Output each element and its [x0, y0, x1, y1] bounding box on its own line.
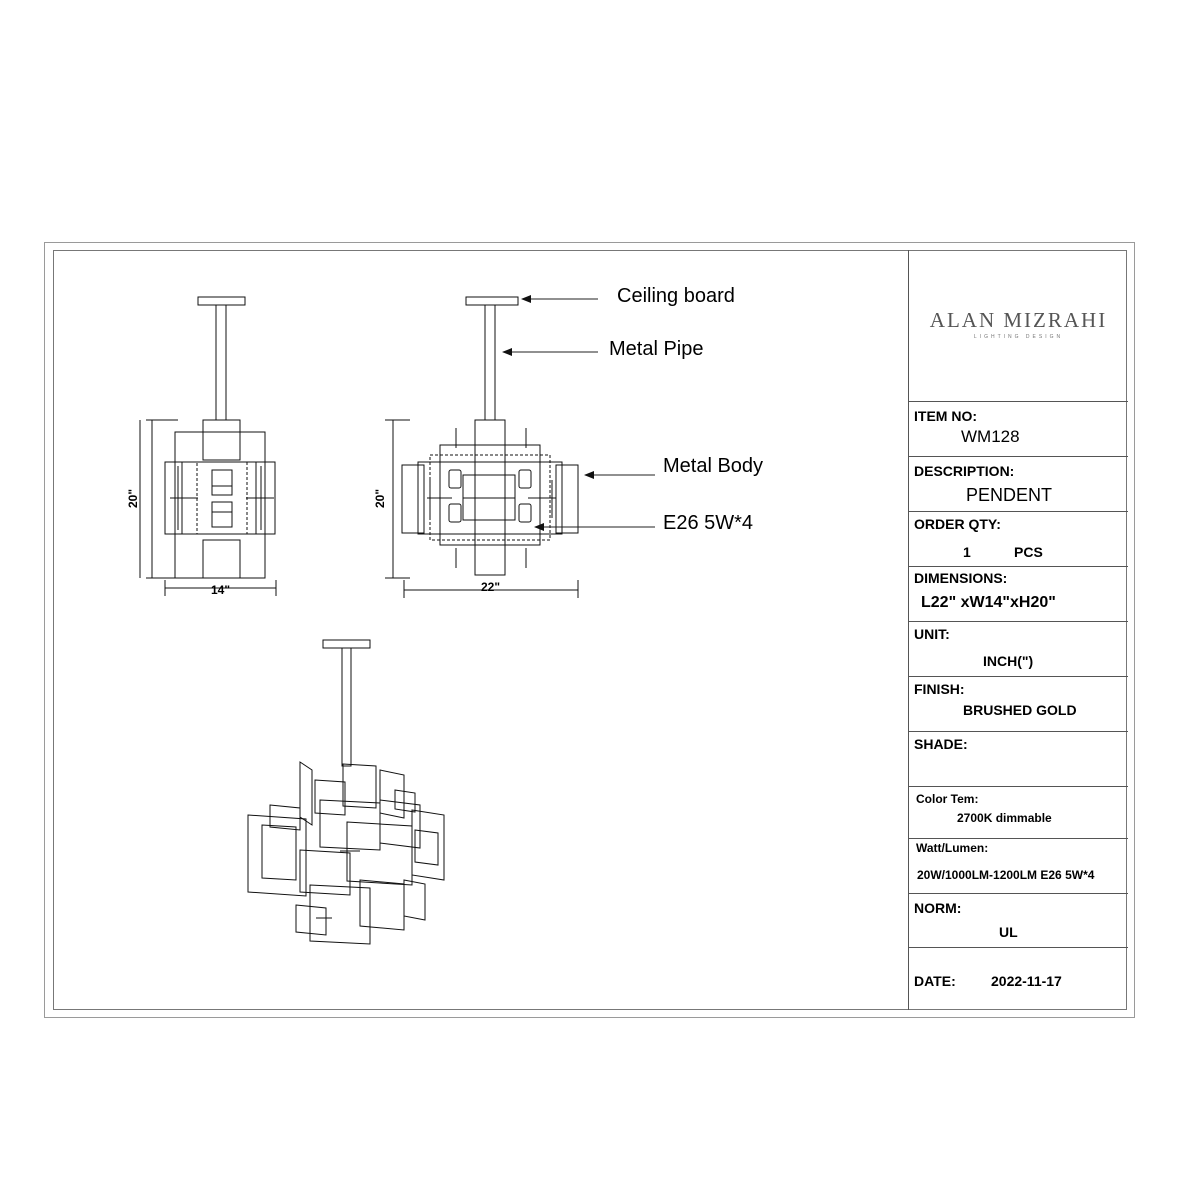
- title-block: [908, 250, 1127, 1010]
- callout-metal-pipe: Metal Pipe: [609, 338, 704, 360]
- callout-ceiling-board: Ceiling board: [617, 285, 735, 307]
- finish-value: BRUSHED GOLD: [963, 702, 1077, 718]
- shade-cell: [909, 732, 1128, 787]
- date-cell: [909, 948, 1128, 1010]
- item-no-label: ITEM NO:: [914, 408, 977, 424]
- brand-cell: [909, 250, 1128, 402]
- front-metal-pipe: [485, 305, 495, 420]
- unit-cell: [909, 622, 1128, 677]
- unit-label: UNIT:: [914, 626, 950, 642]
- front-width-dimension: 22": [481, 580, 501, 594]
- order-qty-label: ORDER QTY:: [914, 516, 1001, 532]
- front-ceiling-board: [466, 297, 518, 305]
- side-view: [140, 297, 276, 596]
- watt-lumen-label: Watt/Lumen:: [916, 841, 989, 855]
- shade-label: SHADE:: [914, 736, 968, 752]
- color-tem-value: 2700K dimmable: [957, 811, 1052, 825]
- date-value: 2022-11-17: [991, 973, 1062, 989]
- callout-metal-body: Metal Body: [663, 455, 764, 477]
- watt-lumen-cell: [909, 839, 1128, 894]
- finish-cell: [909, 677, 1128, 732]
- date-label: DATE:: [914, 973, 956, 989]
- side-metal-pipe: [216, 305, 226, 420]
- order-qty-cell: [909, 512, 1128, 567]
- front-view: [385, 297, 578, 598]
- side-ceiling-board: [198, 297, 245, 305]
- norm-label: NORM:: [914, 900, 962, 916]
- description-value: PENDENT: [966, 485, 1053, 505]
- norm-cell: [909, 894, 1128, 948]
- callout-bulb: E26 5W*4: [663, 512, 754, 534]
- dimensions-label: DIMENSIONS:: [914, 570, 1008, 586]
- unit-value: INCH("): [983, 653, 1034, 669]
- front-height-dimension: 20": [373, 488, 387, 508]
- order-qty-value: 1: [963, 544, 971, 560]
- color-tem-label: Color Tem:: [916, 792, 979, 806]
- side-width-dimension: 14": [211, 583, 231, 597]
- item-no-cell: [909, 402, 1128, 457]
- side-height-dimension: 20": [126, 488, 140, 508]
- dimensions-value: L22" xW14"xH20": [921, 594, 1056, 611]
- description-cell: [909, 457, 1128, 512]
- description-label: DESCRIPTION:: [914, 463, 1015, 479]
- item-no-value: WM128: [961, 427, 1020, 446]
- brand-logo: ALAN MIZRAHI: [929, 308, 1108, 332]
- perspective-view: [248, 640, 444, 944]
- norm-value: UL: [999, 924, 1018, 940]
- order-qty-unit: PCS: [1014, 544, 1043, 560]
- finish-label: FINISH:: [914, 681, 965, 697]
- color-tem-cell: [909, 787, 1128, 839]
- dimensions-cell: [909, 567, 1128, 622]
- watt-lumen-value: 20W/1000LM-1200LM E26 5W*4: [917, 868, 1095, 882]
- brand-tagline: LIGHTING DESIGN: [973, 334, 1064, 340]
